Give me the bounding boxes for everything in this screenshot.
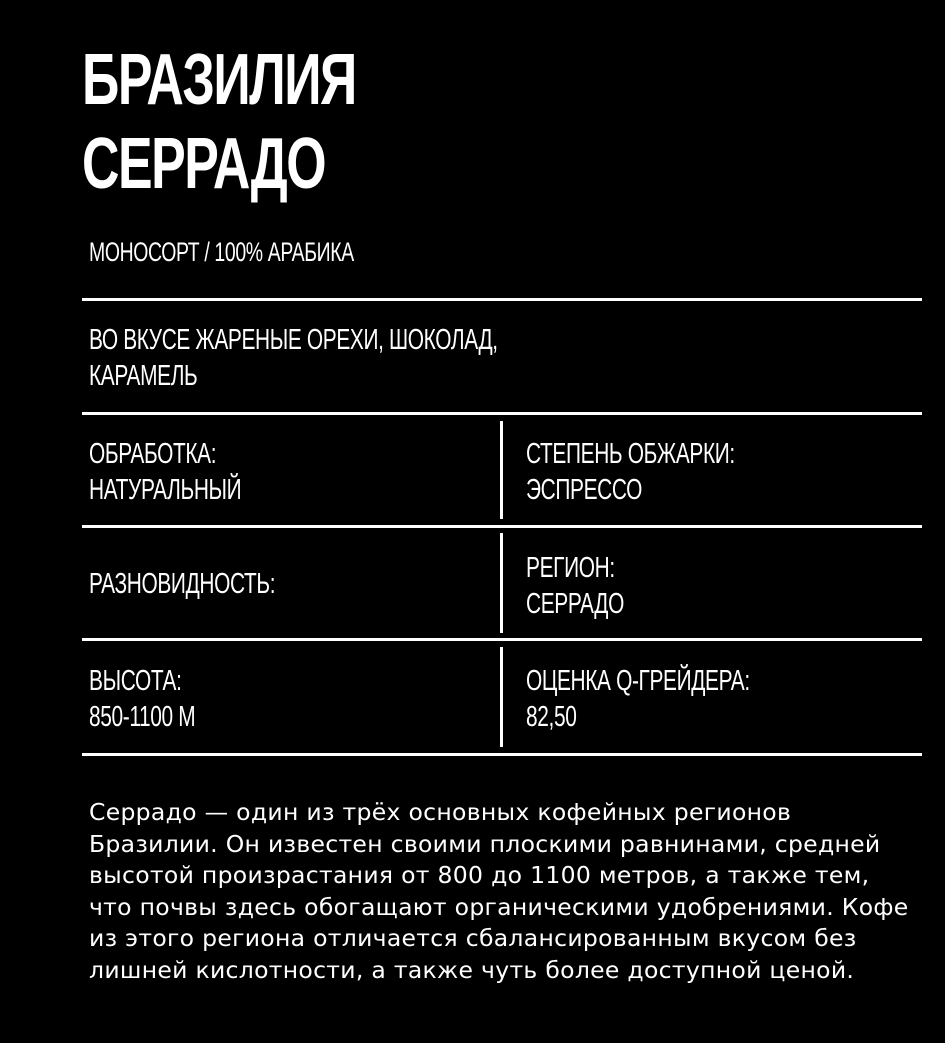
divider-bottom xyxy=(82,753,922,756)
product-subtitle: МОНОСОРТ / 100% АРАБИКА xyxy=(89,237,354,267)
divider-row-2 xyxy=(82,638,922,641)
column-divider-1 xyxy=(500,421,503,519)
spec-altitude-label: ВЫСОТА: xyxy=(89,665,182,697)
spec-region-label: РЕГИОН: xyxy=(526,552,615,584)
product-title-line1: БРАЗИЛИЯ xyxy=(82,40,356,120)
spec-region xyxy=(526,550,624,622)
divider-taste xyxy=(82,412,922,415)
spec-variety xyxy=(89,566,275,602)
spec-altitude-value: 850-1100 М xyxy=(89,701,196,733)
spec-roast-value: ЭСПРЕССО xyxy=(526,474,643,506)
spec-q-grade-label: ОЦЕНКА Q-ГРЕЙДЕРА: xyxy=(526,665,750,697)
taste-notes xyxy=(89,322,498,394)
taste-notes-line1: ВО ВКУСЕ ЖАРЕНЫЕ ОРЕХИ, ШОКОЛАД, xyxy=(89,324,498,356)
taste-notes-line2: КАРАМЕЛЬ xyxy=(89,360,198,392)
column-divider-3 xyxy=(500,647,503,747)
spec-processing-value: НАТУРАЛЬНЫЙ xyxy=(89,474,242,506)
spec-processing-label: ОБРАБОТКА: xyxy=(89,438,217,470)
spec-region-value: СЕРРАДО xyxy=(526,588,624,620)
spec-roast xyxy=(526,436,735,508)
spec-variety-label: РАЗНОВИДНОСТЬ: xyxy=(89,568,276,600)
product-title-line2: СЕРРАДО xyxy=(82,124,326,204)
spec-roast-label: СТЕПЕНЬ ОБЖАРКИ: xyxy=(526,438,735,470)
divider-top xyxy=(82,298,922,301)
spec-q-grade xyxy=(526,663,750,735)
column-divider-2 xyxy=(500,533,503,633)
spec-processing xyxy=(89,436,241,508)
product-title xyxy=(82,38,356,206)
spec-q-grade-value: 82,50 xyxy=(526,701,577,733)
region-description: Серрадо — один из трёх основных кофейных регионов Бразилии. Он известен своими плоскими равнинами, средней высотой произрастания от 800 до 1100 метров, а также тем, что почвы здесь обогащают органическими удобрениями. Кофе из этого региона отличается сбалансированным вкусом без лишней кислотности, а также чуть более доступной ценой. xyxy=(89,798,909,984)
spec-altitude xyxy=(89,663,195,735)
divider-row-1 xyxy=(82,525,922,528)
